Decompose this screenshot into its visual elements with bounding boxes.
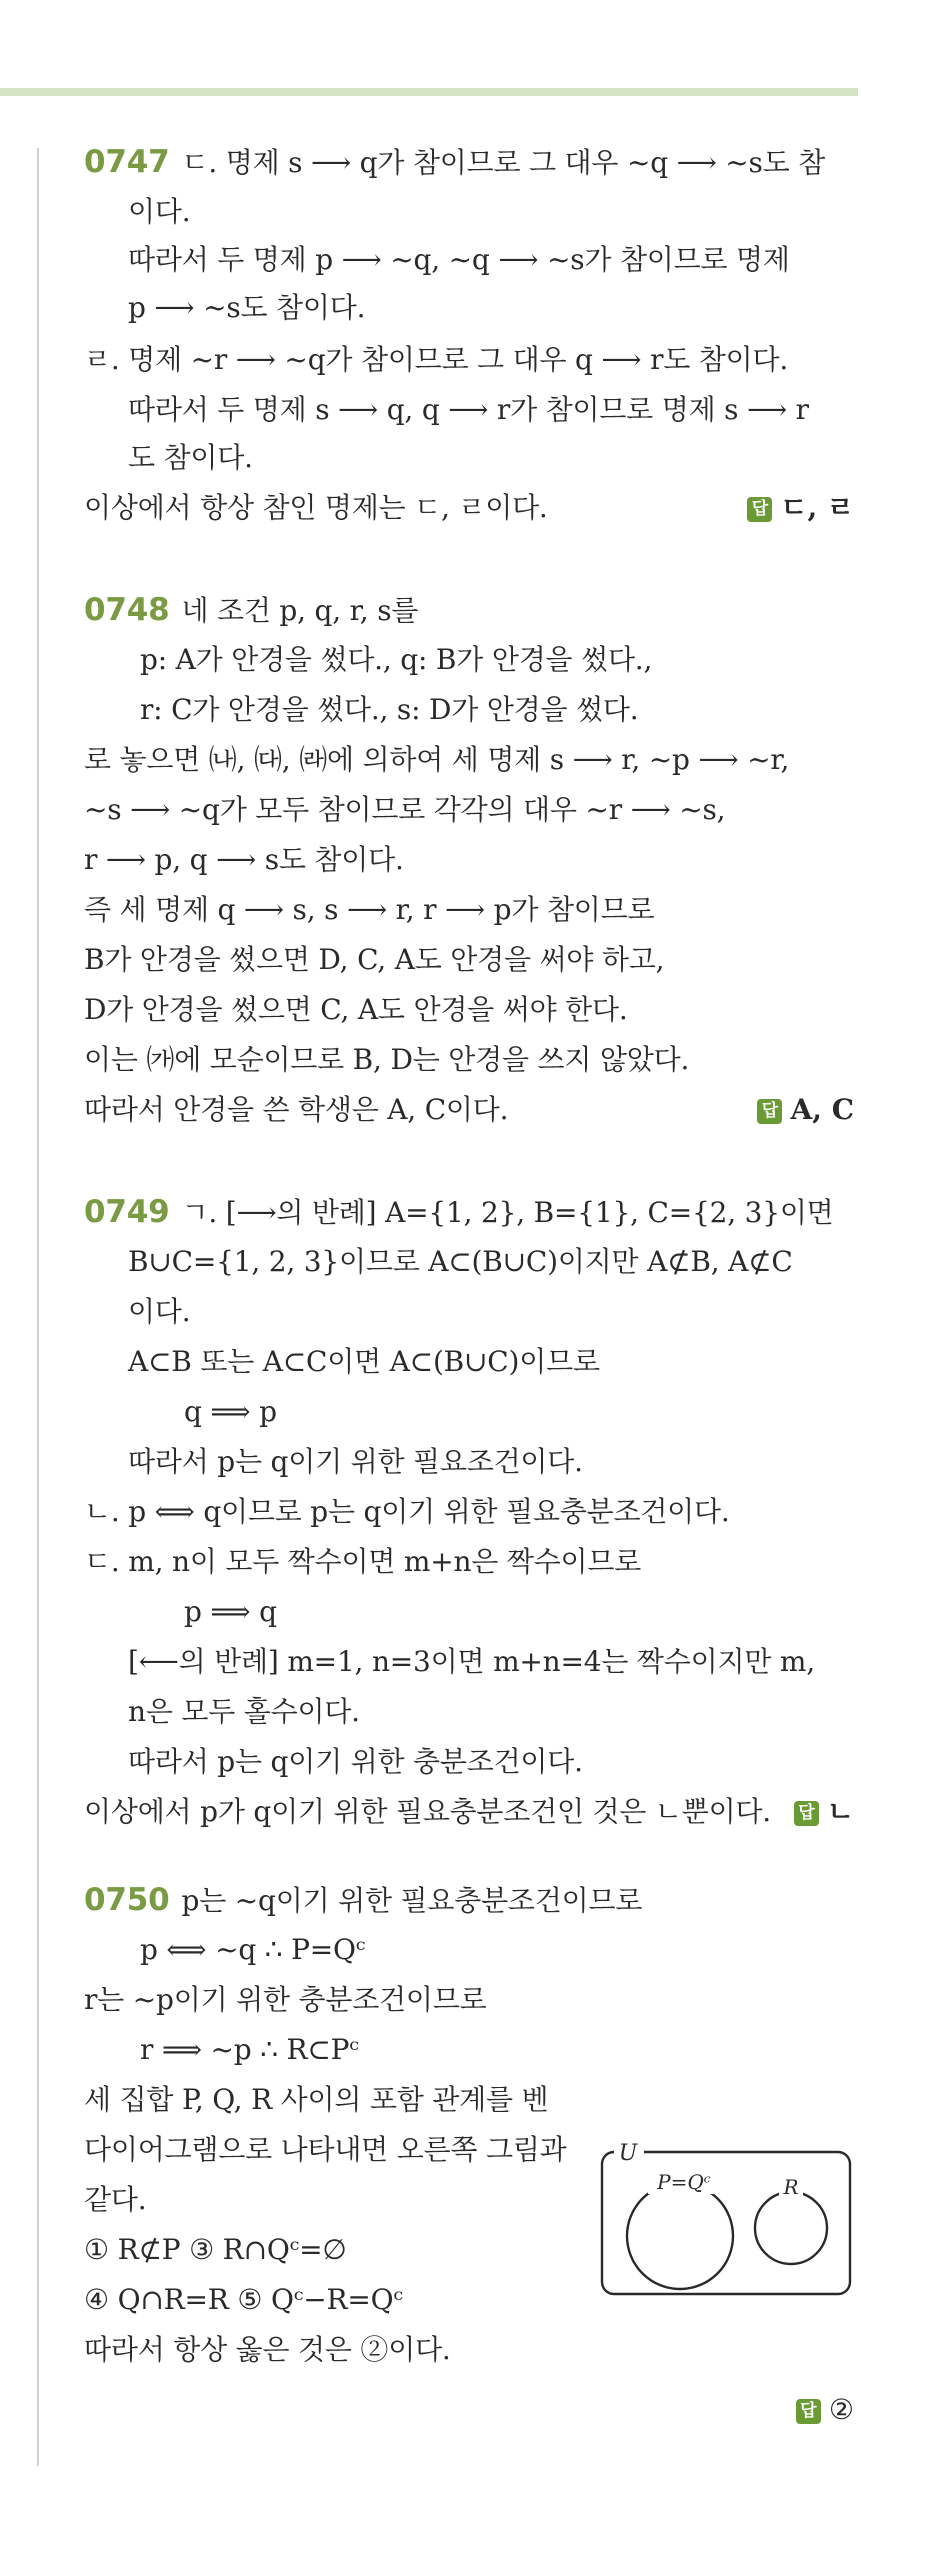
problem-0749-line-2: B∪C={1, 2, 3}이므로 A⊂(B∪C)이지만 A⊄B, A⊄C [128,1245,793,1278]
problem-0749-line-3: 이다. [128,1295,191,1328]
problem-0750-line-7: 같다. [84,2183,147,2216]
problem-0747-line-7: 도 참이다. [128,441,253,474]
problem-0748-line-11: 따라서 안경을 쓴 학생은 A, C이다. [84,1093,509,1126]
left-margin-rule [37,148,39,2466]
problem-0748-line-10: 이는 ㈎에 모순이므로 B, D는 안경을 쓰지 않았다. [84,1043,690,1076]
problem-0749-line-12: 따라서 p는 q이기 위한 충분조건이다. [128,1745,583,1778]
problem-0749-line-8: ㄷ. m, n이 모두 짝수이면 m+n은 짝수이므로 [84,1545,642,1578]
problem-0749-line-6: 따라서 p는 q이기 위한 필요조건이다. [128,1445,583,1478]
problem-0747-line-1: 0747 ㄷ. 명제 s ⟶ q가 참이므로 그 대우 ~q ⟶ ~s도 참 [84,144,826,180]
answer-icon: 답 [794,1801,819,1826]
problem-number-0747: 0747 [84,144,170,180]
problem-0747-line-4: p ⟶ ~s도 참이다. [128,291,366,324]
problem-number-0748: 0748 [84,592,170,628]
venn-diagram [600,2140,854,2298]
problem-0748-line-8: B가 안경을 썼으면 D, C, A도 안경을 써야 하고, [84,943,665,976]
problem-0748-line-5: ~s ⟶ ~q가 모두 참이므로 각각의 대우 ~r ⟶ ~s, [84,793,726,826]
problem-0747-line-8: 이상에서 항상 참인 명제는 ㄷ, ㄹ이다. [84,491,548,524]
problem-0747-line-3: 따라서 두 명제 p ⟶ ~q, ~q ⟶ ~s가 참이므로 명제 [128,243,790,276]
problem-number-0750: 0750 [84,1882,170,1918]
problem-0749-line-7: ㄴ. p ⟺ q이므로 p는 q이기 위한 필요충분조건이다. [84,1495,730,1528]
answer-0747: 답 ㄷ, ㄹ [747,488,854,528]
problem-0750-line-5: 세 집합 P, Q, R 사이의 포함 관계를 벤 [84,2083,549,2116]
problem-0748-line-7: 즉 세 명제 q ⟶ s, s ⟶ r, r ⟶ p가 참이므로 [84,893,655,926]
problem-0747-line-6: 따라서 두 명제 s ⟶ q, q ⟶ r가 참이므로 명제 s ⟶ r [128,393,809,426]
problem-0748-line-3: r: C가 안경을 썼다., s: D가 안경을 썼다. [140,693,639,726]
problem-0749-line-1: 0749 ㄱ. [⟶의 반례] A={1, 2}, B={1}, C={2, 3}이면 [84,1194,834,1230]
problem-0750-line-6: 다이어그램으로 나타내면 오른쪽 그림과 [84,2133,567,2166]
problem-0750-line-2: p ⟺ ~q ∴ P=Qᶜ [140,1933,366,1966]
problem-0750-line-3: r는 ~p이기 위한 충분조건이므로 [84,1983,487,2016]
venn-circle-p-label: P=Qᶜ [657,2170,711,2194]
problem-0749-line-4: A⊂B 또는 A⊂C이면 A⊂(B∪C)이므로 [128,1345,600,1378]
problem-0748-line-9: D가 안경을 썼으면 C, A도 안경을 써야 한다. [84,993,628,1026]
problem-0748-line-6: r ⟶ p, q ⟶ s도 참이다. [84,843,404,876]
venn-circle-r-label: R [783,2175,799,2199]
top-divider-bar [0,88,858,96]
problem-0747-line-2: 이다. [128,195,191,228]
problem-0749-line-5: q ⟹ p [184,1395,277,1428]
problem-0747-line-5: ㄹ. 명제 ~r ⟶ ~q가 참이므로 그 대우 q ⟶ r도 참이다. [84,343,789,376]
answer-0749: 답 ㄴ [794,1792,854,1832]
problem-0749-line-11: n은 모두 홀수이다. [128,1695,360,1728]
problem-0750-line-9: ④ Q∩R=R ⑤ Qᶜ−R=Qᶜ [84,2283,403,2316]
problem-0749-line-9: p ⟹ q [184,1595,277,1628]
problem-0750-line-4: r ⟹ ~p ∴ R⊂Pᶜ [140,2033,359,2066]
problem-0748-line-2: p: A가 안경을 썼다., q: B가 안경을 썼다., [140,643,653,676]
problem-0749-line-10: [⟵의 반례] m=1, n=3이면 m+n=4는 짝수이지만 m, [128,1645,815,1678]
problem-0750-line-1: 0750 p는 ~q이기 위한 필요충분조건이므로 [84,1882,643,1918]
answer-icon: 답 [796,2399,821,2424]
problem-0748-line-1: 0748 네 조건 p, q, r, s를 [84,592,419,628]
problem-0750-line-10: 따라서 항상 옳은 것은 ②이다. [84,2333,451,2366]
problem-0750-line-8: ① R⊄P ③ R∩Qᶜ=∅ [84,2233,347,2266]
venn-circle-p [627,2183,733,2289]
venn-circle-r [755,2192,827,2264]
answer-0750: 답 ② [796,2390,854,2430]
answer-icon: 답 [747,497,772,522]
venn-universe-label: U [618,2141,638,2166]
problem-0749-line-13: 이상에서 p가 q이기 위한 필요충분조건인 것은 ㄴ뿐이다. [84,1795,772,1828]
problem-number-0749: 0749 [84,1194,170,1230]
venn-universe-box [602,2152,850,2294]
problem-0748-line-4: 로 놓으면 ㈏, ㈐, ㈑에 의하여 세 명제 s ⟶ r, ~p ⟶ ~r, [84,743,790,776]
answer-icon: 답 [757,1099,782,1124]
answer-0748: 답 A, C [757,1090,854,1130]
